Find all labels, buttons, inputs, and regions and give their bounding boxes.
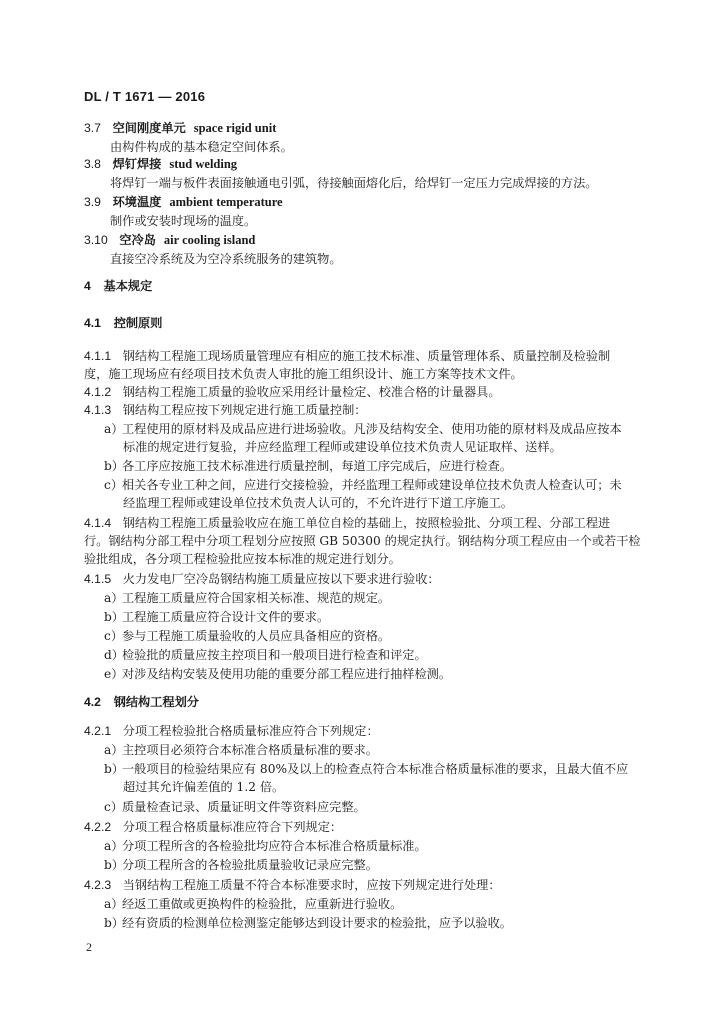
clause-4-1-5-item-c: c）参与工程施工质量验收的人员应具备相应的资格。 xyxy=(104,629,391,643)
term-3-10-definition: 直接空冷系统及为空冷系统服务的建筑物。 xyxy=(110,252,342,266)
term-3-7-definition: 由构件构成的基本稳定空间体系。 xyxy=(110,140,293,154)
clause-4-1-5-item-a: a）工程施工质量应符合国家相关标准、规范的规定。 xyxy=(104,591,391,605)
clause-4-1-3-item-c-line1: c）相关各专业工种之间，应进行交接检验，并经监理工程师或建设单位技术负责人检查认可；未 xyxy=(104,478,622,492)
clause-4-1-4-line2: 行。钢结构分部工程中分项工程划分应按照 GB 50300 的规定执行。钢结构分项工程应由一个或若干检 xyxy=(84,534,641,548)
clause-4-1-5-item-e: e）对涉及结构安装及使用功能的重要分部工程应进行抽样检测。 xyxy=(104,667,452,681)
clause-4-2-1: 4.2.1 分项工程检验批合格质量标准应符合下列规定： xyxy=(84,724,379,738)
clause-4-2-2-item-a: a）分项工程所含的各检验批均应符合本标准合格质量标准。 xyxy=(104,839,427,853)
clause-4-1-3-item-b: b）各工序应按施工技术标准进行质量控制，每道工序完成后，应进行检查。 xyxy=(104,459,512,473)
clause-4-1-1-line1: 4.1.1 钢结构工程施工现场质量管理应有相应的施工技术标准、质量管理体系、质量控制及检验制 xyxy=(84,349,611,363)
clause-4-2-2: 4.2.2 分项工程合格质量标准应符合下列规定： xyxy=(84,820,343,834)
clause-4-2-3: 4.2.3 当钢结构工程施工质量不符合本标准要求时，应按下列规定进行处理： xyxy=(84,878,501,892)
clause-4-2-3-item-b: b）经有资质的检测单位检测鉴定能够达到设计要求的检验批，应予以验收。 xyxy=(104,916,512,930)
term-3-10-heading: 3.10 空冷岛 air cooling island xyxy=(84,233,256,247)
term-3-7-heading: 3.7 空间刚度单元 space rigid unit xyxy=(84,121,277,135)
section-4-2-heading: 4.2 钢结构工程划分 xyxy=(84,695,199,709)
clause-4-1-3-item-a-line1: a）工程使用的原材料及成品应进行进场验收。凡涉及结构安全、使用功能的原材料及成品应按本 xyxy=(104,422,622,436)
clause-4-1-5: 4.1.5 火力发电厂空冷岛钢结构施工质量应按以下要求进行验收： xyxy=(84,572,440,586)
term-3-9-heading: 3.9 环境温度 ambient temperature xyxy=(84,195,283,209)
clause-4-1-4-line1: 4.1.4 钢结构工程施工质量验收应在施工单位自检的基础上，按照检验批、分项工程、分部工程进 xyxy=(84,516,611,530)
clause-4-2-1-item-b-line1: b）一般项目的检验结果应有 80%及以上的检查点符合本标准合格质量标准的要求，且最大值不应 xyxy=(104,762,629,776)
clause-4-2-1-item-b-line2: 超过其允许偏差值的 1.2 倍。 xyxy=(123,780,285,794)
clause-4-1-5-item-b: b）工程施工质量应符合设计文件的要求。 xyxy=(104,610,330,624)
clause-4-2-2-item-b: b）分项工程所含的各检验批质量验收记录应完整。 xyxy=(104,858,378,872)
clause-4-1-1-line2: 度，施工现场应有经项目技术负责人审批的施工组织设计、施工方案等技术文件。 xyxy=(84,367,523,381)
clause-4-1-2: 4.1.2 钢结构工程施工质量的验收应采用经计量检定、校准合格的计量器具。 xyxy=(84,385,501,399)
section-4-1-heading: 4.1 控制原则 xyxy=(84,316,163,330)
chapter-4-heading: 4 基本规定 xyxy=(84,279,153,293)
clause-4-1-5-item-d: d）检验批的质量应按主控项目和一般项目进行检查和评定。 xyxy=(104,648,427,662)
page-number: 2 xyxy=(86,940,92,954)
clause-4-2-3-item-a: a）经返工重做或更换构件的检验批，应重新进行验收。 xyxy=(104,897,403,911)
clause-4-1-3-item-a-line2: 标准的规定进行复验，并应经监理工程师或建设单位技术负责人见证取样、送样。 xyxy=(123,440,562,454)
clause-4-1-3-item-c-line2: 经监理工程师或建设单位技术负责人认可的，不允许进行下道工序施工。 xyxy=(123,496,513,510)
term-3-8-definition: 将焊钉一端与板件表面接触通电引弧，待接触面熔化后，给焊钉一定压力完成焊接的方法。 xyxy=(110,176,598,190)
standard-code-header: DL / T 1671 — 2016 xyxy=(84,89,206,104)
term-3-9-definition: 制作或安装时现场的温度。 xyxy=(110,214,257,228)
clause-4-1-3: 4.1.3 钢结构工程应按下列规定进行施工质量控制： xyxy=(84,403,367,417)
clause-4-2-1-item-c: c）质量检查记录、质量证明文件等资料应完整。 xyxy=(104,800,366,814)
clause-4-2-1-item-a: a）主控项目必须符合本标准合格质量标准的要求。 xyxy=(104,743,378,757)
clause-4-1-4-line3: 验批组成，各分项工程检验批应按本标准的规定进行划分。 xyxy=(84,552,401,566)
term-3-8-heading: 3.8 焊钉焊接 stud welding xyxy=(84,157,238,171)
